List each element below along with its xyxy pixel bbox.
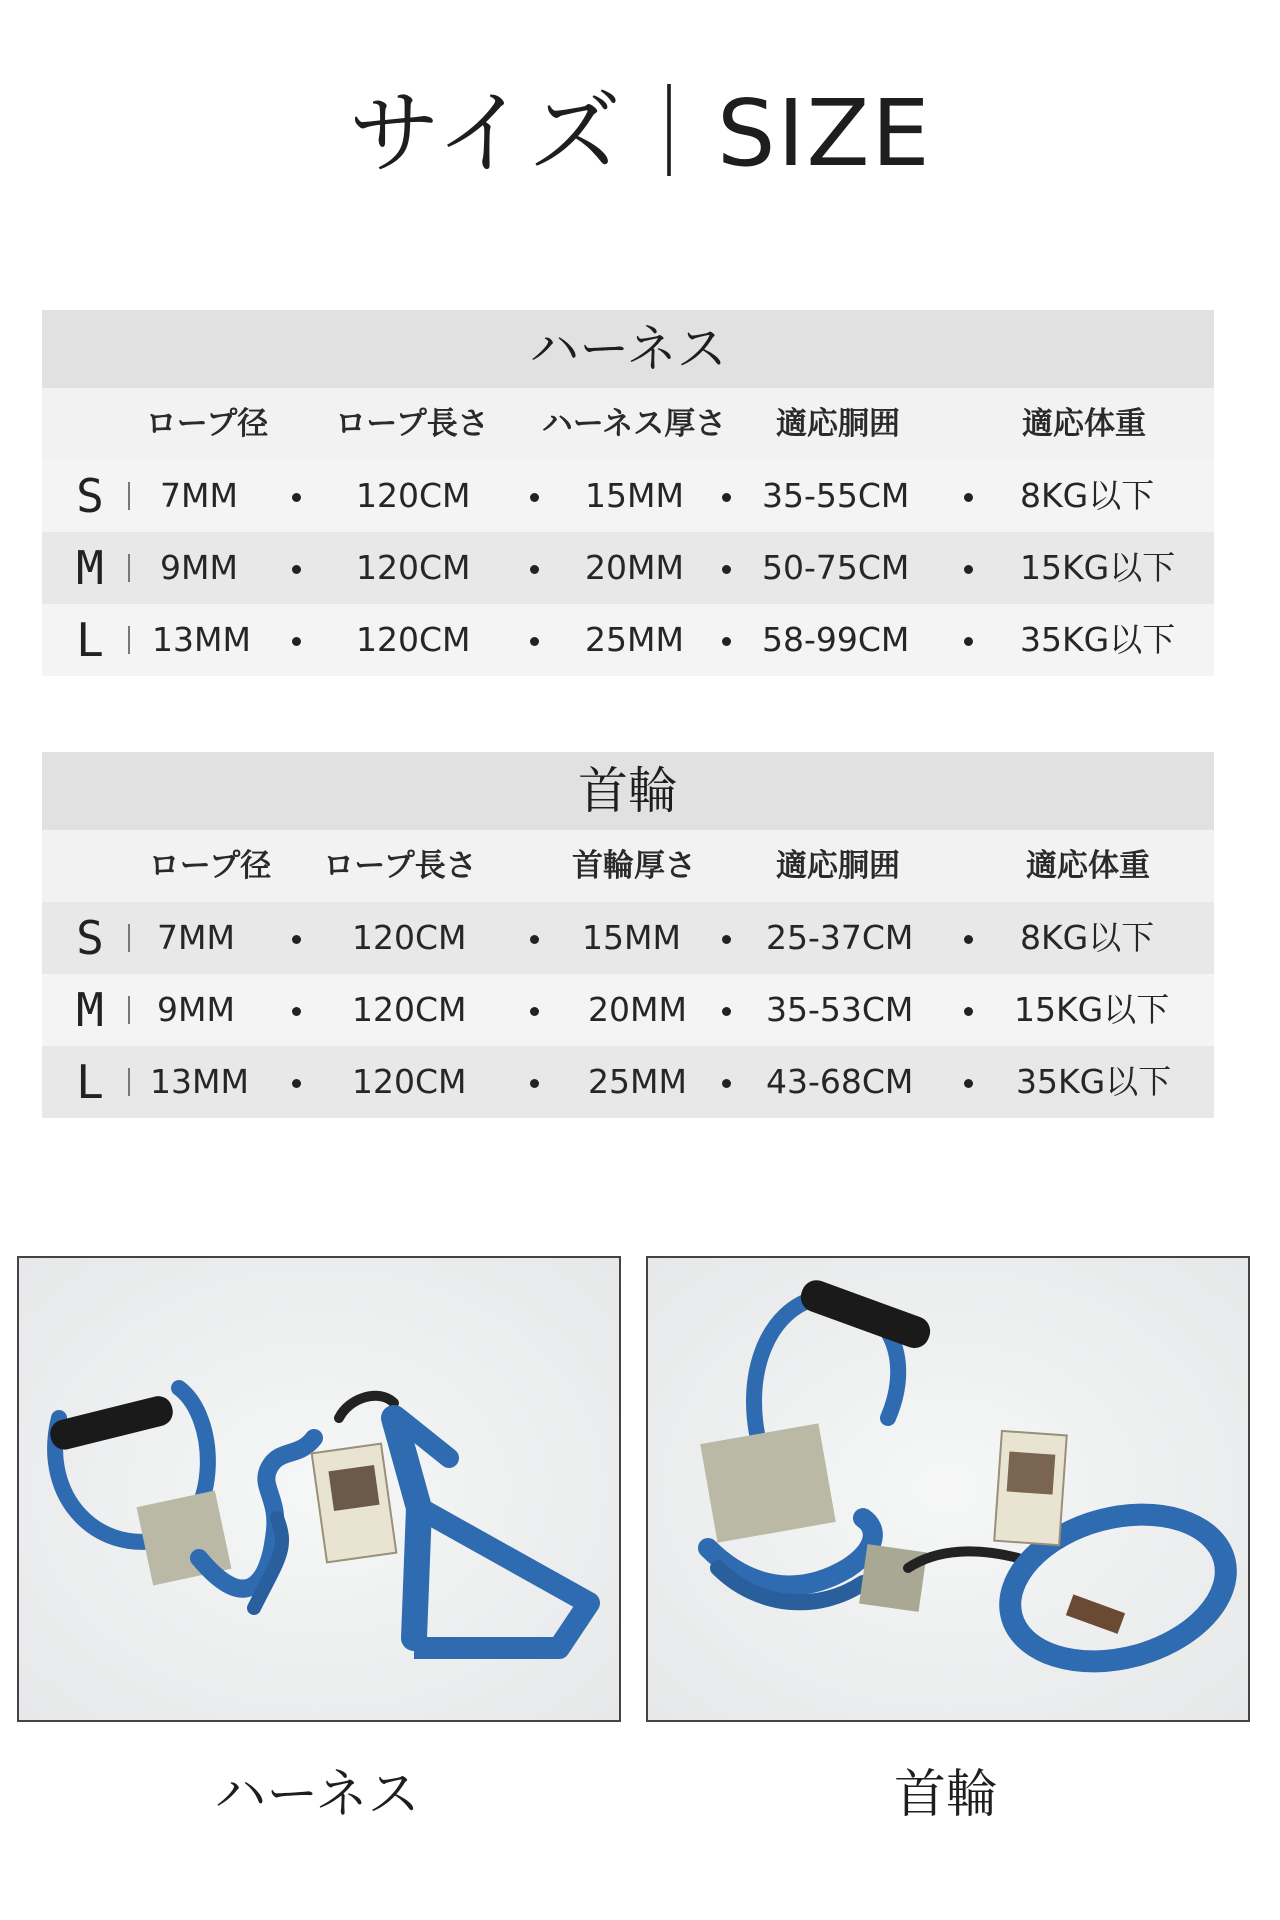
separator <box>128 482 130 510</box>
bullet-dot <box>964 1007 973 1016</box>
header-rope-length: ロープ長さ <box>323 848 477 884</box>
page-title: サイズ｜SIZE <box>348 80 932 187</box>
bullet-dot <box>292 1079 301 1088</box>
weight-cell: 8KG以下 <box>1020 918 1155 957</box>
collar-illustration <box>648 1258 1248 1720</box>
girth-cell: 50-75CM <box>762 548 910 587</box>
size-label: L <box>76 1055 104 1109</box>
bullet-dot <box>722 493 731 502</box>
bullet-dot <box>722 1079 731 1088</box>
bullet-dot <box>292 565 301 574</box>
bullet-dot <box>292 637 301 646</box>
harness-caption: ハーネス <box>214 1765 420 1825</box>
weight-cell: 35KG以下 <box>1020 620 1176 659</box>
girth-cell: 25-37CM <box>766 918 914 957</box>
bullet-dot <box>964 1079 973 1088</box>
harness-illustration <box>19 1258 619 1720</box>
rope-length-cell: 120CM <box>356 476 471 515</box>
thickness-cell: 25MM <box>588 1062 687 1101</box>
collar-size-table <box>42 752 1214 1118</box>
weight-cell: 35KG以下 <box>1016 1062 1172 1101</box>
girth-cell: 35-55CM <box>762 476 910 515</box>
bullet-dot <box>964 493 973 502</box>
rope-diameter-cell: 9MM <box>160 548 238 587</box>
bullet-dot <box>530 935 539 944</box>
bullet-dot <box>530 1079 539 1088</box>
thickness-cell: 20MM <box>588 990 687 1029</box>
table-row <box>42 974 1214 1046</box>
size-label: M <box>76 983 104 1037</box>
separator <box>128 626 130 654</box>
rope-length-cell: 120CM <box>356 548 471 587</box>
rope-length-cell: 120CM <box>352 1062 467 1101</box>
bullet-dot <box>530 637 539 646</box>
table-row <box>42 532 1214 604</box>
girth-cell: 43-68CM <box>766 1062 914 1101</box>
header-rope-diameter: ロープ径 <box>148 848 272 884</box>
girth-cell: 35-53CM <box>766 990 914 1029</box>
table-row <box>42 604 1214 676</box>
table-row <box>42 902 1214 974</box>
bullet-dot <box>292 935 301 944</box>
rope-length-cell: 120CM <box>352 990 467 1029</box>
rope-diameter-cell: 9MM <box>157 990 235 1029</box>
header-weight: 適応体重 <box>1022 406 1146 442</box>
bullet-dot <box>722 1007 731 1016</box>
weight-cell: 15KG以下 <box>1020 548 1176 587</box>
collar-caption: 首輪 <box>893 1765 998 1825</box>
table-row <box>42 460 1214 532</box>
header-rope-length: ロープ長さ <box>335 406 489 442</box>
harness-table-title: ハーネス <box>42 310 1214 388</box>
rope-diameter-cell: 13MM <box>150 1062 249 1101</box>
rope-diameter-cell: 7MM <box>157 918 235 957</box>
separator <box>128 1068 130 1096</box>
header-rope-diameter: ロープ径 <box>145 406 269 442</box>
rope-diameter-cell: 13MM <box>152 620 251 659</box>
harness-size-table <box>42 310 1214 676</box>
thickness-cell: 25MM <box>585 620 684 659</box>
bullet-dot <box>722 637 731 646</box>
size-label: S <box>76 469 104 523</box>
bullet-dot <box>530 493 539 502</box>
bullet-dot <box>964 637 973 646</box>
bullet-dot <box>964 565 973 574</box>
weight-cell: 8KG以下 <box>1020 476 1155 515</box>
header-girth: 適応胴囲 <box>776 406 900 442</box>
collar-table-header <box>42 830 1214 902</box>
header-harness-thickness: ハーネス厚さ <box>541 406 727 442</box>
bullet-dot <box>530 1007 539 1016</box>
girth-cell: 58-99CM <box>762 620 910 659</box>
bullet-dot <box>722 935 731 944</box>
collar-product-photo <box>646 1256 1250 1722</box>
bullet-dot <box>964 935 973 944</box>
header-collar-thickness: 首輪厚さ <box>572 848 696 884</box>
thickness-cell: 15MM <box>585 476 684 515</box>
size-label: M <box>76 541 104 595</box>
header-girth: 適応胴囲 <box>776 848 900 884</box>
rope-diameter-cell: 7MM <box>160 476 238 515</box>
rope-length-cell: 120CM <box>356 620 471 659</box>
separator <box>128 996 130 1024</box>
harness-table-header <box>42 388 1214 460</box>
bullet-dot <box>292 1007 301 1016</box>
separator <box>128 924 130 952</box>
bullet-dot <box>530 565 539 574</box>
size-label: S <box>76 911 104 965</box>
rope-length-cell: 120CM <box>352 918 467 957</box>
header-weight: 適応体重 <box>1026 848 1150 884</box>
weight-cell: 15KG以下 <box>1014 990 1170 1029</box>
separator <box>128 554 130 582</box>
table-row <box>42 1046 1214 1118</box>
collar-table-title: 首輪 <box>42 752 1214 830</box>
thickness-cell: 15MM <box>582 918 681 957</box>
bullet-dot <box>292 493 301 502</box>
harness-product-photo <box>17 1256 621 1722</box>
bullet-dot <box>722 565 731 574</box>
size-label: L <box>76 613 104 667</box>
thickness-cell: 20MM <box>585 548 684 587</box>
